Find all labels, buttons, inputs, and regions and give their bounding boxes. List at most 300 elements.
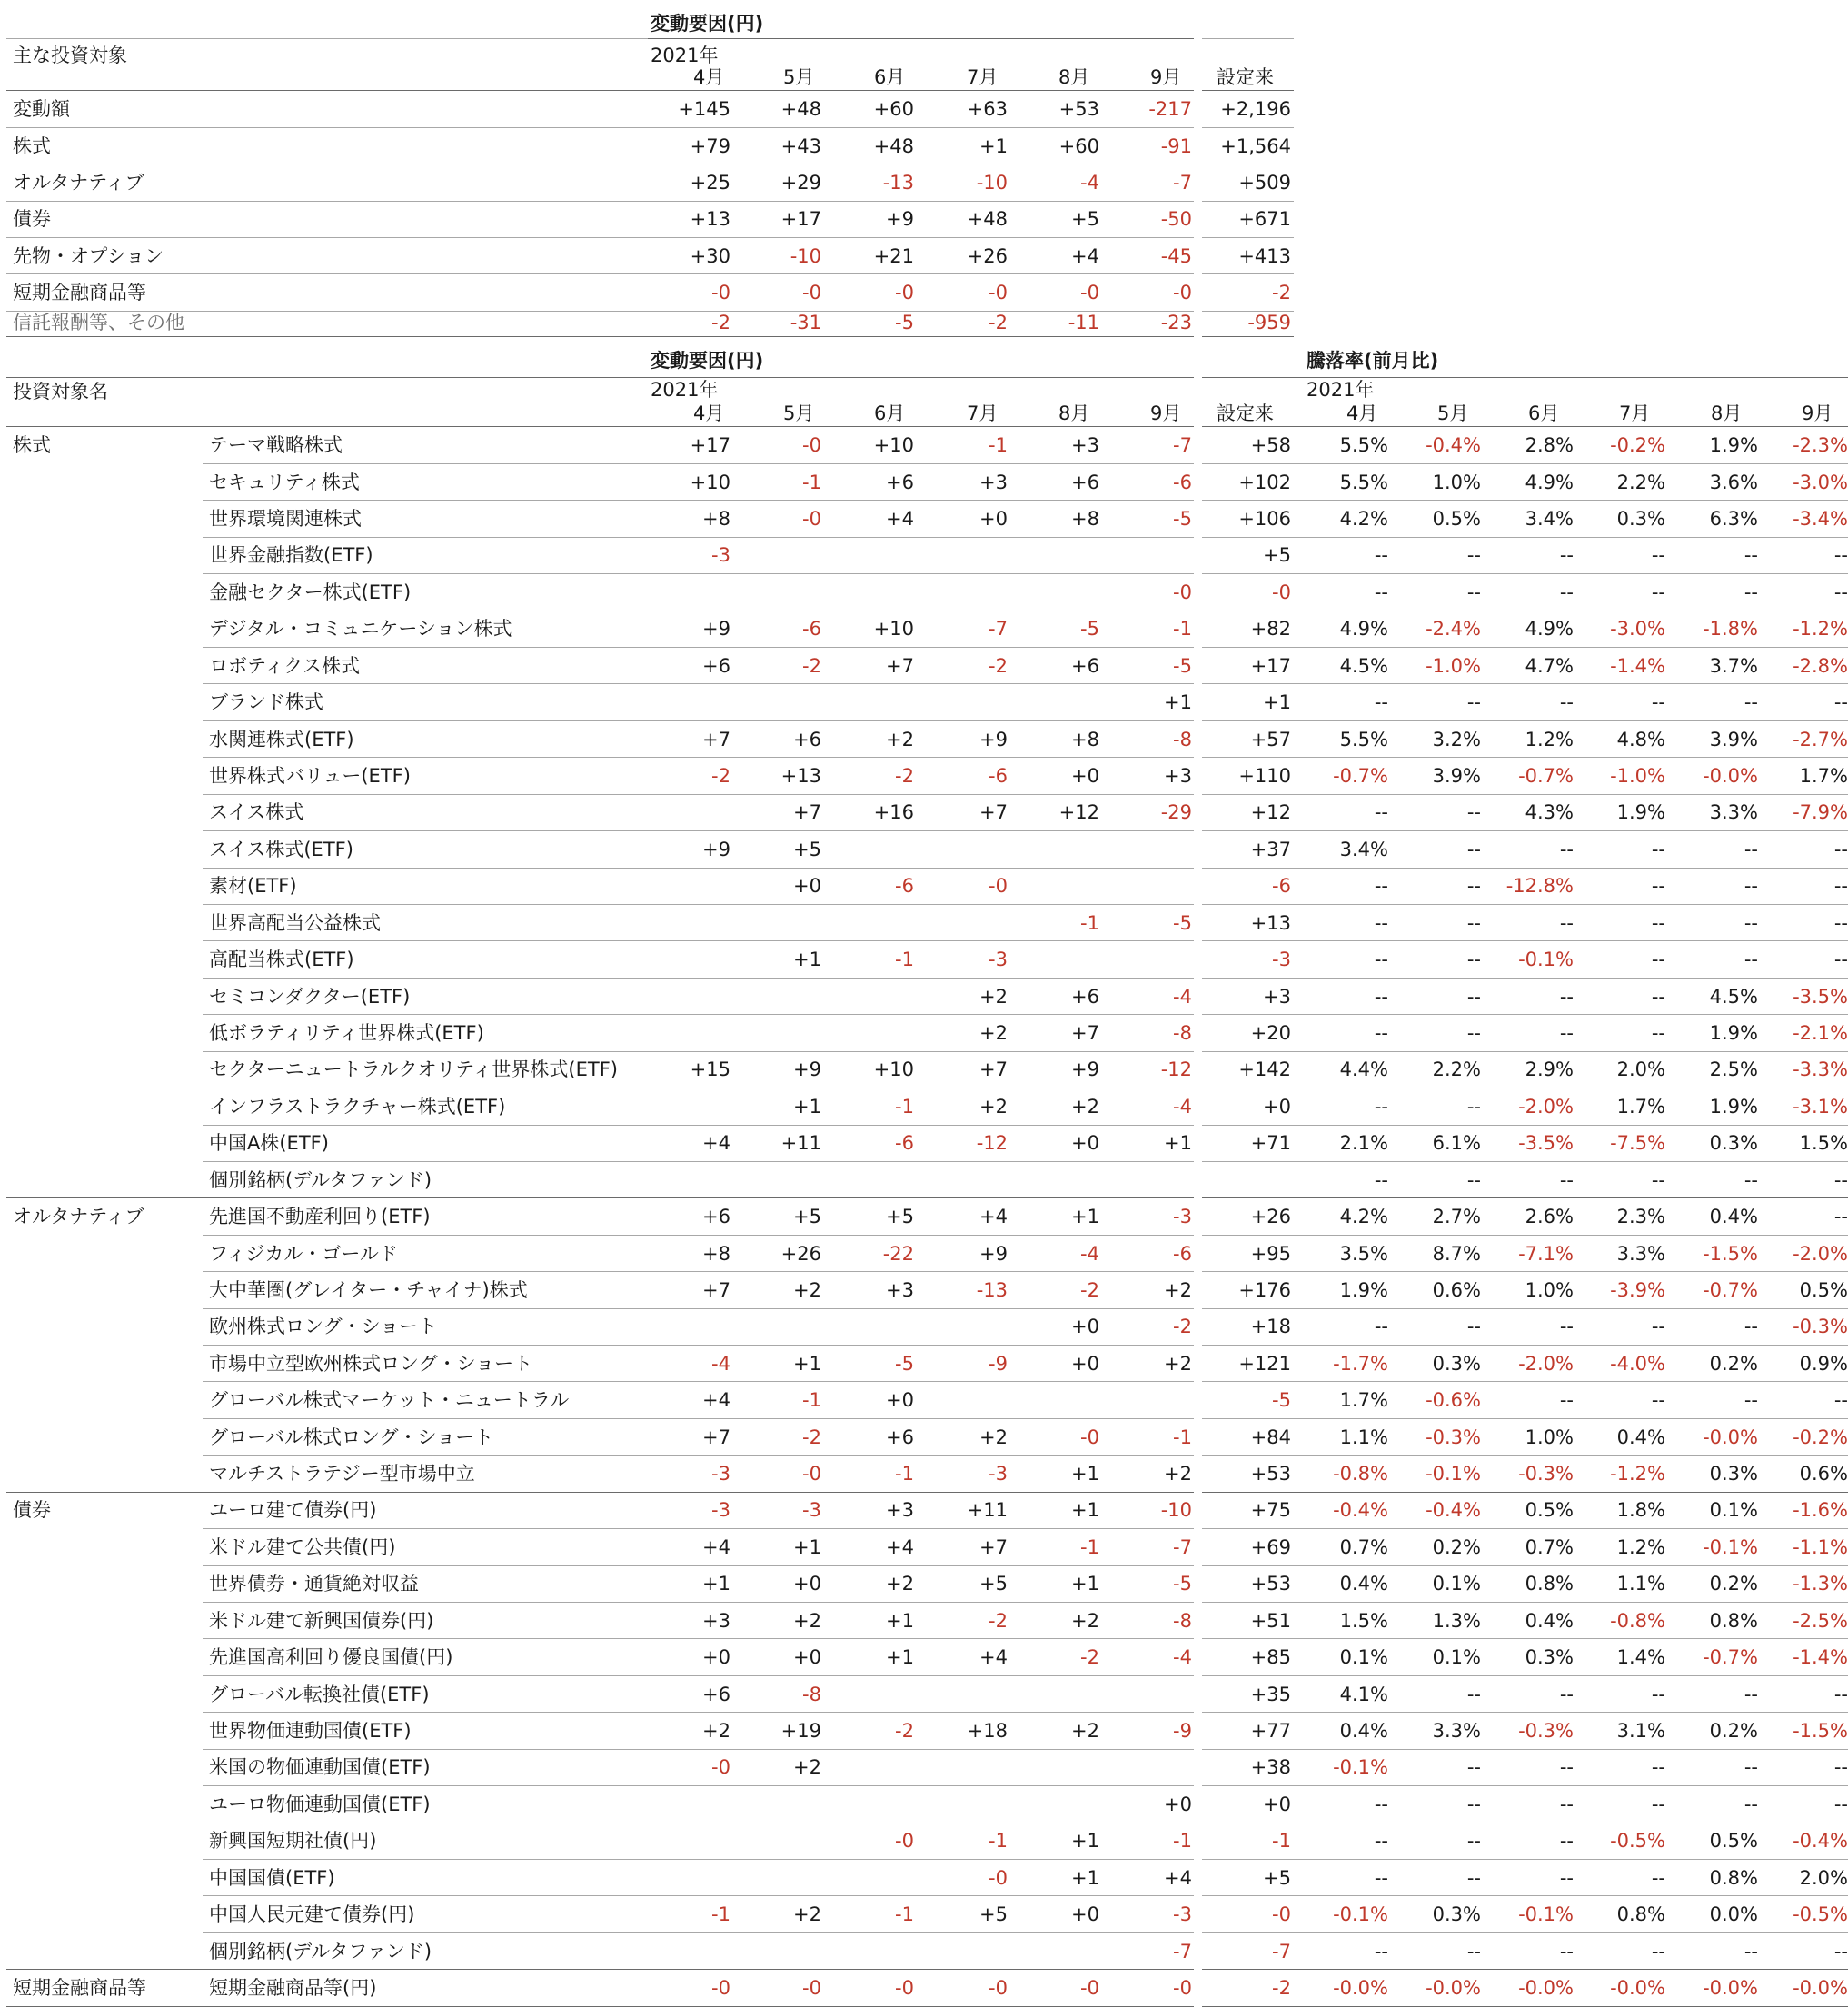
factor-cell: +2: [1071, 1610, 1099, 1632]
factor-cell: -0: [895, 1977, 914, 1999]
rate-cell: -1.0%: [1426, 655, 1481, 677]
factor-cell: +1: [1164, 691, 1192, 713]
rate-cell: 3.3%: [1432, 1720, 1481, 1742]
summary-cell: -11: [1068, 312, 1099, 333]
rate-cell: 1.7%: [1616, 1096, 1665, 1118]
factor-cell: +4: [702, 1132, 730, 1154]
rate-cell: -0.2%: [1793, 1426, 1848, 1448]
rate-cell: 1.4%: [1616, 1646, 1665, 1668]
rate-cell: 0.3%: [1432, 1353, 1481, 1375]
rate-cell: --: [1833, 544, 1848, 566]
divider: [6, 377, 1194, 378]
rate-cell: 0.1%: [1339, 1646, 1388, 1668]
factor-cell: +5: [979, 1573, 1008, 1595]
factor-cell: +2: [979, 1426, 1008, 1448]
factor-cell: +6: [886, 472, 914, 493]
rate-cell: --: [1651, 1169, 1665, 1191]
summary-month-header: 7月: [967, 66, 999, 88]
factor-cell: +4: [1164, 1867, 1192, 1889]
rate-cell: 0.4%: [1339, 1573, 1388, 1595]
rate-cell: --: [1374, 1793, 1388, 1815]
rate-cell: --: [1466, 544, 1481, 566]
divider: [1202, 1895, 1848, 1896]
investment-name: デジタル・コミュニケーション株式: [209, 618, 512, 640]
summary-cell: -2: [989, 312, 1008, 333]
factor-cell: -2: [802, 1426, 821, 1448]
summary-cell: +48: [780, 98, 821, 120]
rate-cell: --: [1466, 949, 1481, 970]
divider: [1202, 1014, 1848, 1015]
rate-cell: --: [1466, 1867, 1481, 1889]
divider: [1202, 1969, 1848, 1970]
rate-cell: 1.7%: [1799, 765, 1848, 787]
rate-cell: --: [1744, 839, 1758, 860]
factor-cell: -6: [1173, 1243, 1192, 1265]
investment-name: テーマ戦略株式: [209, 434, 343, 456]
rate-cell: -2.0%: [1518, 1353, 1574, 1375]
summary-cell: -31: [790, 312, 821, 333]
factor-cell: +8: [1071, 729, 1099, 750]
divider: [1202, 1308, 1848, 1309]
divider: [203, 830, 1194, 831]
summary-cell: +9: [886, 208, 914, 230]
rate-cell: -2.3%: [1793, 434, 1848, 456]
divider: [1202, 336, 1294, 337]
factor-cell: -4: [1173, 1646, 1192, 1668]
rate-cell: --: [1559, 1169, 1574, 1191]
rate-cell: 5.5%: [1339, 729, 1388, 750]
factor-cell: +3: [702, 1610, 730, 1632]
factor-cell: -5: [1173, 655, 1192, 677]
rate-cell: --: [1374, 1096, 1388, 1118]
rate-cell: 4.9%: [1339, 618, 1388, 640]
rate-cell: -0.0%: [1793, 1977, 1848, 1999]
factor-cell: +1: [886, 1610, 914, 1632]
rate-cell: 1.2%: [1616, 1536, 1665, 1558]
since-cell: -2: [1272, 1977, 1291, 1999]
rate-cell: 2.3%: [1616, 1206, 1665, 1227]
factor-cell: +7: [886, 655, 914, 677]
rate-cell: 3.6%: [1709, 472, 1758, 493]
rate-cell: 2.8%: [1525, 434, 1574, 456]
rate-cell: 0.7%: [1525, 1536, 1574, 1558]
rate-cell: 0.5%: [1709, 1830, 1758, 1852]
summary-cell: +29: [780, 172, 821, 194]
divider: [203, 1785, 1194, 1786]
factor-cell: -3: [711, 1499, 730, 1521]
summary-cell: +48: [967, 208, 1008, 230]
rate-cell: --: [1374, 1867, 1388, 1889]
factor-cell: +18: [967, 1720, 1008, 1742]
rate-cell: --: [1374, 1830, 1388, 1852]
since-cell: +85: [1250, 1646, 1291, 1668]
divider: [203, 1271, 1194, 1272]
factor-cell: +1: [1071, 1573, 1099, 1595]
rate-cell: -3.4%: [1793, 508, 1848, 530]
factor-cell: +2: [793, 1610, 821, 1632]
factor-cell: +2: [702, 1720, 730, 1742]
since-cell: +5: [1263, 544, 1291, 566]
divider: [1202, 273, 1294, 274]
factor-cell: +13: [780, 765, 821, 787]
investment-name: 水関連株式(ETF): [209, 729, 354, 750]
rate-cell: 1.9%: [1709, 1022, 1758, 1044]
since-cell: -0: [1272, 581, 1291, 603]
rate-cell: --: [1374, 1941, 1388, 1962]
rate-cell: 3.9%: [1709, 729, 1758, 750]
rate-cell: --: [1833, 1793, 1848, 1815]
since-cell: +69: [1250, 1536, 1291, 1558]
divider: [1202, 683, 1848, 684]
factor-cell: +6: [886, 1426, 914, 1448]
divider: [1202, 1749, 1848, 1750]
investment-name: グローバル転換社債(ETF): [209, 1684, 430, 1705]
divider: [1202, 647, 1848, 648]
summary-cell: +17: [780, 208, 821, 230]
rate-cell: -3.5%: [1518, 1132, 1574, 1154]
rate-cell: --: [1744, 1316, 1758, 1337]
summary-cell: -50: [1160, 208, 1192, 230]
summary-cell: -0: [989, 282, 1008, 303]
factor-cell: +5: [979, 1903, 1008, 1925]
factor-cell: -10: [1160, 1499, 1192, 1521]
divider: [1202, 377, 1848, 378]
summary-month-header: 9月: [1150, 66, 1182, 88]
factor-cell: +1: [793, 1536, 821, 1558]
summary-row-label: 信託報酬等、その他: [13, 312, 184, 333]
divider: [6, 311, 1194, 312]
factor-cell: +2: [1071, 1096, 1099, 1118]
factor-cell: +0: [793, 875, 821, 897]
rate-cell: --: [1744, 949, 1758, 970]
factor-cell: -2: [895, 1720, 914, 1742]
factor-cell: +8: [1071, 508, 1099, 530]
rate-cell: --: [1559, 544, 1574, 566]
rate-cell: -0.1%: [1703, 1536, 1758, 1558]
rate-cell: 1.9%: [1616, 801, 1665, 823]
factor-cell: -5: [1173, 912, 1192, 934]
factor-cell: +4: [979, 1646, 1008, 1668]
factor-cell: +1: [1071, 1867, 1099, 1889]
rate-cell: 0.3%: [1525, 1646, 1574, 1668]
divider: [1202, 1125, 1848, 1126]
rate-cell: 1.0%: [1525, 1426, 1574, 1448]
rate-cell: 2.5%: [1709, 1058, 1758, 1080]
factor-cell: -6: [989, 765, 1008, 787]
factor-cell: -6: [895, 875, 914, 897]
rate-cell: -1.5%: [1703, 1243, 1758, 1265]
rate-cell: --: [1744, 581, 1758, 603]
rate-cell: -2.0%: [1793, 1243, 1848, 1265]
summary-cell: -10: [976, 172, 1008, 194]
divider: [203, 500, 1194, 501]
rate-cell: 4.5%: [1709, 986, 1758, 1008]
summary-row-label: 先物・オプション: [13, 245, 164, 267]
since-cell: -3: [1272, 949, 1291, 970]
since-cell: +121: [1238, 1353, 1291, 1375]
summary-since-cell: -959: [1247, 312, 1291, 333]
summary-cell: -45: [1160, 245, 1192, 267]
factor-cell: +6: [1071, 655, 1099, 677]
rate-cell: --: [1374, 986, 1388, 1008]
group-label: オルタナティブ: [13, 1206, 144, 1227]
since-cell: +20: [1250, 1022, 1291, 1044]
rate-cell: -0.7%: [1703, 1279, 1758, 1301]
divider: [203, 1345, 1194, 1346]
factor-cell: -1: [802, 1389, 821, 1411]
summary-row-label: 株式: [13, 135, 51, 157]
summary-cell: +25: [690, 172, 730, 194]
factor-cell: +6: [1071, 986, 1099, 1008]
rate-cell: --: [1651, 875, 1665, 897]
rate-cell: --: [1651, 1793, 1665, 1815]
divider: [203, 1932, 1194, 1933]
factor-cell: -2: [895, 765, 914, 787]
factor-cell: +11: [967, 1499, 1008, 1521]
rate-cell: -0.1%: [1518, 949, 1574, 970]
rate-cell: 4.9%: [1525, 472, 1574, 493]
factor-cell: +11: [780, 1132, 821, 1154]
rate-cell: 1.1%: [1339, 1426, 1388, 1448]
rate-cell: -2.0%: [1518, 1096, 1574, 1118]
factor-cell: -6: [895, 1132, 914, 1154]
factor-cell: -2: [1080, 1279, 1099, 1301]
since-cell: +102: [1238, 472, 1291, 493]
divider: [1202, 1638, 1848, 1639]
rate-cell: 3.5%: [1339, 1243, 1388, 1265]
since-cell: +26: [1250, 1206, 1291, 1227]
summary-cell: -0: [895, 282, 914, 303]
rate-cell: --: [1651, 839, 1665, 860]
factor-cell: +19: [780, 1720, 821, 1742]
summary-row-label: オルタナティブ: [13, 172, 144, 194]
detail-month-header: 8月: [1058, 402, 1090, 424]
factor-cell: -12: [1160, 1058, 1192, 1080]
factor-cell: -2: [711, 765, 730, 787]
factor-cell: -12: [976, 1132, 1008, 1154]
since-cell: +84: [1250, 1426, 1291, 1448]
summary-cell: +48: [873, 135, 914, 157]
rate-cell: --: [1374, 544, 1388, 566]
rate-cell: -7.5%: [1610, 1132, 1665, 1154]
rate-cell: -0.1%: [1333, 1756, 1388, 1778]
factor-cell: -29: [1160, 801, 1192, 823]
rate-cell: --: [1833, 1389, 1848, 1411]
divider: [203, 978, 1194, 979]
rate-cell: --: [1466, 986, 1481, 1008]
factor-cell: -8: [1173, 1610, 1192, 1632]
rate-cell: -0.4%: [1426, 1499, 1481, 1521]
factor-cell: +9: [793, 1058, 821, 1080]
summary-cell: +145: [678, 98, 730, 120]
summary-year: 2021年: [651, 45, 719, 66]
divider: [203, 1638, 1194, 1639]
rate-cell: --: [1374, 581, 1388, 603]
rate-cell: -0.3%: [1518, 1463, 1574, 1485]
factor-cell: +6: [702, 1206, 730, 1227]
factor-cell: +0: [1071, 1132, 1099, 1154]
divider: [203, 1565, 1194, 1566]
factor-cell: -0: [1173, 1977, 1192, 1999]
divider: [203, 573, 1194, 574]
rate-cell: --: [1559, 839, 1574, 860]
divider: [203, 757, 1194, 758]
rate-cell: 0.1%: [1432, 1646, 1481, 1668]
investment-name: 中国A株(ETF): [209, 1132, 329, 1154]
divider: [1202, 904, 1848, 905]
rate-cell: 0.4%: [1525, 1610, 1574, 1632]
factor-cell: -0: [711, 1977, 730, 1999]
divider: [1202, 500, 1848, 501]
divider: [648, 38, 1194, 39]
investment-name: インフラストラクチャー株式(ETF): [209, 1096, 506, 1118]
divider: [1202, 1161, 1848, 1162]
factor-cell: -2: [989, 1610, 1008, 1632]
rate-cell: -0.3%: [1426, 1426, 1481, 1448]
investment-name: 高配当株式(ETF): [209, 949, 354, 970]
factor-cell: -1: [989, 1830, 1008, 1852]
divider: [203, 720, 1194, 721]
rate-cell: 1.8%: [1616, 1499, 1665, 1521]
factor-cell: +6: [702, 1684, 730, 1705]
rate-cell: -1.6%: [1793, 1499, 1848, 1521]
rate-cell: 0.8%: [1616, 1903, 1665, 1925]
summary-cell: -10: [790, 245, 821, 267]
factor-cell: +4: [886, 508, 914, 530]
rate-month-header: 5月: [1437, 402, 1469, 424]
rate-cell: -2.5%: [1793, 1610, 1848, 1632]
factor-cell: +0: [886, 1389, 914, 1411]
investment-name: 世界物価連動国債(ETF): [209, 1720, 412, 1742]
rate-cell: --: [1374, 801, 1388, 823]
rate-cell: -3.0%: [1610, 618, 1665, 640]
divider: [1202, 1418, 1848, 1419]
rate-cell: 3.4%: [1525, 508, 1574, 530]
since-cell: +110: [1238, 765, 1291, 787]
factor-cell: +0: [1071, 1903, 1099, 1925]
factor-cell: +8: [702, 508, 730, 530]
since-cell: +106: [1238, 508, 1291, 530]
factor-cell: +1: [886, 1646, 914, 1668]
divider: [1202, 1271, 1848, 1272]
rate-cell: 1.5%: [1339, 1610, 1388, 1632]
rate-cell: 3.2%: [1432, 729, 1481, 750]
summary-since-cell: +509: [1238, 172, 1291, 194]
factor-cell: -1: [895, 1096, 914, 1118]
since-cell: +95: [1250, 1243, 1291, 1265]
summary-cell: +60: [1058, 135, 1099, 157]
divider: [203, 1859, 1194, 1860]
rate-cell: -1.8%: [1703, 618, 1758, 640]
summary-cell: -4: [1080, 172, 1099, 194]
divider: [1202, 1492, 1848, 1493]
since-cell: +58: [1250, 434, 1291, 456]
rate-cell: -0.2%: [1610, 434, 1665, 456]
rate-cell: 3.3%: [1709, 801, 1758, 823]
investment-name: 中国人民元建て債券(円): [209, 1903, 415, 1925]
investment-name: 市場中立型欧州株式ロング・ショート: [209, 1353, 533, 1375]
summary-cell: -217: [1148, 98, 1192, 120]
rate-cell: 0.8%: [1709, 1610, 1758, 1632]
factor-cell: +0: [702, 1646, 730, 1668]
rate-cell: --: [1651, 1756, 1665, 1778]
rate-cell: -1.4%: [1610, 655, 1665, 677]
rate-cell: 5.5%: [1339, 434, 1388, 456]
factor-cell: +1: [793, 949, 821, 970]
since-cell: +17: [1250, 655, 1291, 677]
factor-cell: +7: [702, 1279, 730, 1301]
rate-cell: -3.5%: [1793, 986, 1848, 1008]
since-cell: +71: [1250, 1132, 1291, 1154]
rate-cell: 1.5%: [1799, 1132, 1848, 1154]
factor-cell: +17: [690, 434, 730, 456]
factor-cell: -8: [802, 1684, 821, 1705]
factor-cell: +2: [1164, 1463, 1192, 1485]
rate-month-header: 9月: [1802, 402, 1833, 424]
rate-cell: -0.1%: [1426, 1463, 1481, 1485]
summary-cell: +60: [873, 98, 914, 120]
factor-cell: -3: [1173, 1903, 1192, 1925]
divider: [1202, 978, 1848, 979]
factor-cell: -1: [711, 1903, 730, 1925]
summary-cell: -91: [1160, 135, 1192, 157]
rate-cell: --: [1559, 1941, 1574, 1962]
factor-cell: -5: [1173, 1573, 1192, 1595]
factor-cell: -0: [895, 1830, 914, 1852]
rate-cell: 3.4%: [1339, 839, 1388, 860]
rate-cell: --: [1651, 912, 1665, 934]
rate-cell: --: [1466, 1756, 1481, 1778]
rate-cell: --: [1833, 691, 1848, 713]
rate-cell: -0.1%: [1333, 1903, 1388, 1925]
divider: [203, 647, 1194, 648]
since-cell: +77: [1250, 1720, 1291, 1742]
rate-cell: 0.2%: [1709, 1720, 1758, 1742]
factor-cell: +2: [1164, 1353, 1192, 1375]
factor-cell: +2: [886, 1573, 914, 1595]
rate-cell: 0.4%: [1709, 1206, 1758, 1227]
divider: [6, 1197, 1194, 1198]
rate-month-header: 4月: [1346, 402, 1378, 424]
factor-cell: +3: [886, 1499, 914, 1521]
detail-month-header: 6月: [874, 402, 906, 424]
factor-cell: +3: [979, 472, 1008, 493]
rate-cell: -1.5%: [1793, 1720, 1848, 1742]
divider: [203, 1528, 1194, 1529]
factor-cell: +2: [793, 1756, 821, 1778]
investment-name: 世界高配当公益株式: [209, 912, 381, 934]
rate-cell: 3.9%: [1432, 765, 1481, 787]
rate-cell: -0.1%: [1518, 1903, 1574, 1925]
rate-cell: 6.3%: [1709, 508, 1758, 530]
summary-cell: +79: [690, 135, 730, 157]
factor-cell: -4: [1080, 1243, 1099, 1265]
rate-section-header: 騰落率(前月比): [1307, 350, 1439, 372]
factor-cell: -0: [802, 1977, 821, 1999]
rate-cell: --: [1466, 1684, 1481, 1705]
divider: [203, 1235, 1194, 1236]
rate-cell: --: [1651, 1022, 1665, 1044]
investment-name: 米ドル建て公共債(円): [209, 1536, 396, 1558]
factor-cell: +5: [793, 1206, 821, 1227]
summary-cell: -0: [1173, 282, 1192, 303]
rate-cell: --: [1651, 1867, 1665, 1889]
investment-name: セクターニュートラルクオリティ世界株式(ETF): [209, 1058, 618, 1080]
divider: [6, 1492, 1194, 1493]
rate-month-header: 7月: [1619, 402, 1651, 424]
factor-cell: +0: [1071, 1353, 1099, 1375]
summary-cell: -0: [802, 282, 821, 303]
